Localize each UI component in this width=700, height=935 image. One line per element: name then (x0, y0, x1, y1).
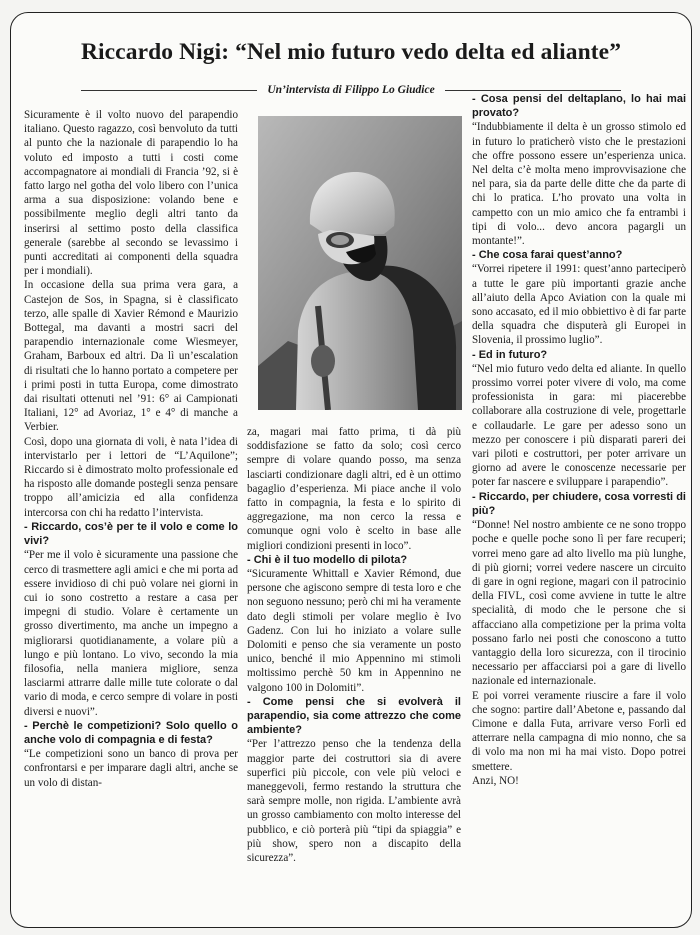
body-paragraph: “Per me il volo è sicuramente una passione che cerco di trasmettere agli amici e che mi porta ad essere invidioso di chi può volare nei giorni in cui io sono costretto a restare a casa per impegni di studio. Volare è certamente un grosso divertimento, ma anche un impegno a migliorarsi quotidianamente, a volare più a lungo e più lontano. Lo vivo, secondo la mia filosofia, nella maniera migliore, senza lasciarmi attrarre dalle mille tute colorate o dal vario di moda, e cerco sempre di volare in posti diversi e nuovi”. (24, 549, 238, 718)
interview-question: - Riccardo, per chiudere, cosa vorresti di più? (472, 490, 686, 517)
byline-rule-right (445, 90, 621, 91)
body-paragraph: “Nel mio futuro vedo delta ed aliante. In quello prossimo vorrei poter vivere di volo, ma come professionista in gara: mi piacerebbe collaborare alla costruzione di vele, progettarle e collaudarle. Le gare per adesso sono un mezzo per conoscere i più disparati pareri dei vari piloti e costruttori, per poter arrivare un giorno ad avere le conoscenze necessarie per poter far nascere e sviluppare i parapendio”. (472, 362, 686, 489)
body-paragraph: “Vorrei ripetere il 1991: quest’anno parteciperò a tutte le gare più importanti grazie anche all’aiuto della Apco Aviation con la quale mi sono accasato, ed il mio obbiettivo è di far parte della squadra che disputerà gli Europei in Slovenia, il prossimo luglio”. (472, 263, 686, 347)
byline-rule-left (81, 90, 257, 91)
article-byline: Un’intervista di Filippo Lo Giudice (267, 84, 435, 96)
interview-question: - Che cosa farai quest’anno? (472, 249, 623, 262)
interview-question: - Come pensi che si evolverà il parapendio, sia come attrezzo che come ambiente? (247, 695, 461, 737)
body-paragraph: za, magari mai fatto prima, ti dà più soddisfazione se fatto da solo; così cerco sempre di volare quando posso, ma senza lasciarti condizionare dagli altri, ed è un ottimo bagaglio d’esperienza. Mi piace anche il volo fatto in compagnia, la festa e lo spirito di aggregazione, ma non cerco la ressa e comunque ogni volo è scelto in base alle migliori condizioni presenti in loco”. (247, 426, 461, 552)
interview-question: - Riccardo, cos’è per te il volo e come lo vivi? (24, 520, 238, 548)
body-paragraph: Così, dopo una giornata di voli, è nata l’idea di intervistarlo per i lettori de “L’Aquilone”; Riccardo si è dimostrato molto professionale ed ha risposto alle domande postegli senza pensare troppo all’amicizia ed alla confidenza intercorsa con chi ha redatto l’intervista. (24, 435, 238, 519)
body-paragraph: “Indubbiamente il delta è un grosso stimolo ed in futuro lo praticherò visto che le prestazioni che offre possono essere un’esperienza unica. Nel delta c’è molta meno improvvisazione che nel para, sia da parte delle ditte che da parte di chi lo pratica. L’ho provato una volta in campetto con un mio amico che fa entrambi i tipi di volo... devo ancora pagargli un montante!”. (472, 121, 686, 248)
body-paragraph: In occasione della sua prima vera gara, a Castejon de Sos, in Spagna, si è classificato terzo, alle spalle di Xavier Rémond e Maurizio Bottegal, ma davanti a mostri sacri del parapendio internazionale come Wiesmeyer, Graham, Barboux ed altri. Da lì un’escalation di risultati che lo hanno portato a competere per i primi posti in tutta Europa, come dimostrato dai risultati ottenuti nel ’91: 6° ai Campionati Italiani, 12° ad Avoriaz, 1° e 4° di manche a Verbier. (24, 279, 238, 434)
body-paragraph: Anzi, NO! (472, 774, 519, 787)
pilot-portrait-photo (258, 116, 462, 410)
interview-question: - Perchè le competizioni? Solo quello o anche volo di compagnia e di festa? (24, 719, 238, 746)
body-paragraph: E poi vorrei veramente riuscire a fare il volo che sogno: partire dall’Abetone e, passando dal Cimone e dalla Futa, arrivare verso Forlì ed atterrare nella campagna di mio nonno, che sa di volo ma non mi ha mai visto. Dopo potrei smettere. (472, 689, 686, 773)
text-column-3 (472, 92, 686, 788)
body-paragraph: Sicuramente è il volto nuovo del parapendio italiano. Questo ragazzo, così benvoluto da tutti al punto che la nazionale di parapendio lo ha voluto ed imposto a tutti i costi come accompagnatore ai mondiali di Francia ’92, si è fatto largo nel gotha del volo libero con l’unica arma a sua disposizione: volando bene e possibilmente meglio degli altri tanto da inserirsi al settimo posto della classifica generale (sarebbe al secondo se levassimo i punti accreditati ai componenti della squadra per i mondiali). (24, 109, 238, 278)
body-paragraph: “Per l’attrezzo penso che la tendenza della maggior parte dei costruttori sia di avere superfici più piccole, con vele più veloci e maneggevoli, fermo restando la struttura che sarà sempre molle, non rigida. L’ambiente avrà un grosso cambiamento con molto interesse del pubblico, e ciò porterà più “tipi da spiaggia” e più show, spero non a discapito della sicurezza”. (247, 738, 461, 865)
interview-question: - Cosa pensi del deltaplano, lo hai mai provato? (472, 93, 686, 120)
body-paragraph: “Donne! Nel nostro ambiente ce ne sono troppo poche e quelle poche sono lì per fare recuperi; vorrei meno gare ad alto livello ma più lunghe, di più giorni; vorrei vedere nascere un circuito di gare in ogni regione, magari con il patrocinio della FIVL, così come avviene in tutte le altre specialità, di modo che le persone che si affacciano alla competizione per la prima volta possano farlo nei posti che conoscono a tutto vantaggio della loro sicurezza, con il tirocinio necessario per affacciarsi poi a gare di livello nazionale ed internazionale. (472, 519, 686, 688)
body-paragraph: “Le competizioni sono un banco di prova per confrontarsi e per imparare dagli altri, anche se un volo di distan- (24, 748, 238, 789)
text-column-2 (247, 425, 461, 865)
body-paragraph: “Sicuramente Whittall e Xavier Rémond, due persone che agiscono sempre di testa loro e che non seguono nessuno; però chi mi ha veramente dato degli stimoli per volare meglio è Ivo Gadenz. Con lui ho iniziato a volare sulle Dolomiti e penso che sia veramente un posto unico, benché il mio Appennino mi stimoli moltissimo perchè 50 km in Appennino ne valgono 100 in Dolomiti”. (247, 568, 461, 694)
interview-question: - Chi è il tuo modello di pilota? (247, 553, 408, 566)
article-title: Riccardo Nigi: “Nel mio futuro vedo delta ed aliante” (80, 39, 622, 65)
interview-question: - Ed in futuro? (472, 348, 548, 361)
text-column-1 (24, 108, 238, 790)
